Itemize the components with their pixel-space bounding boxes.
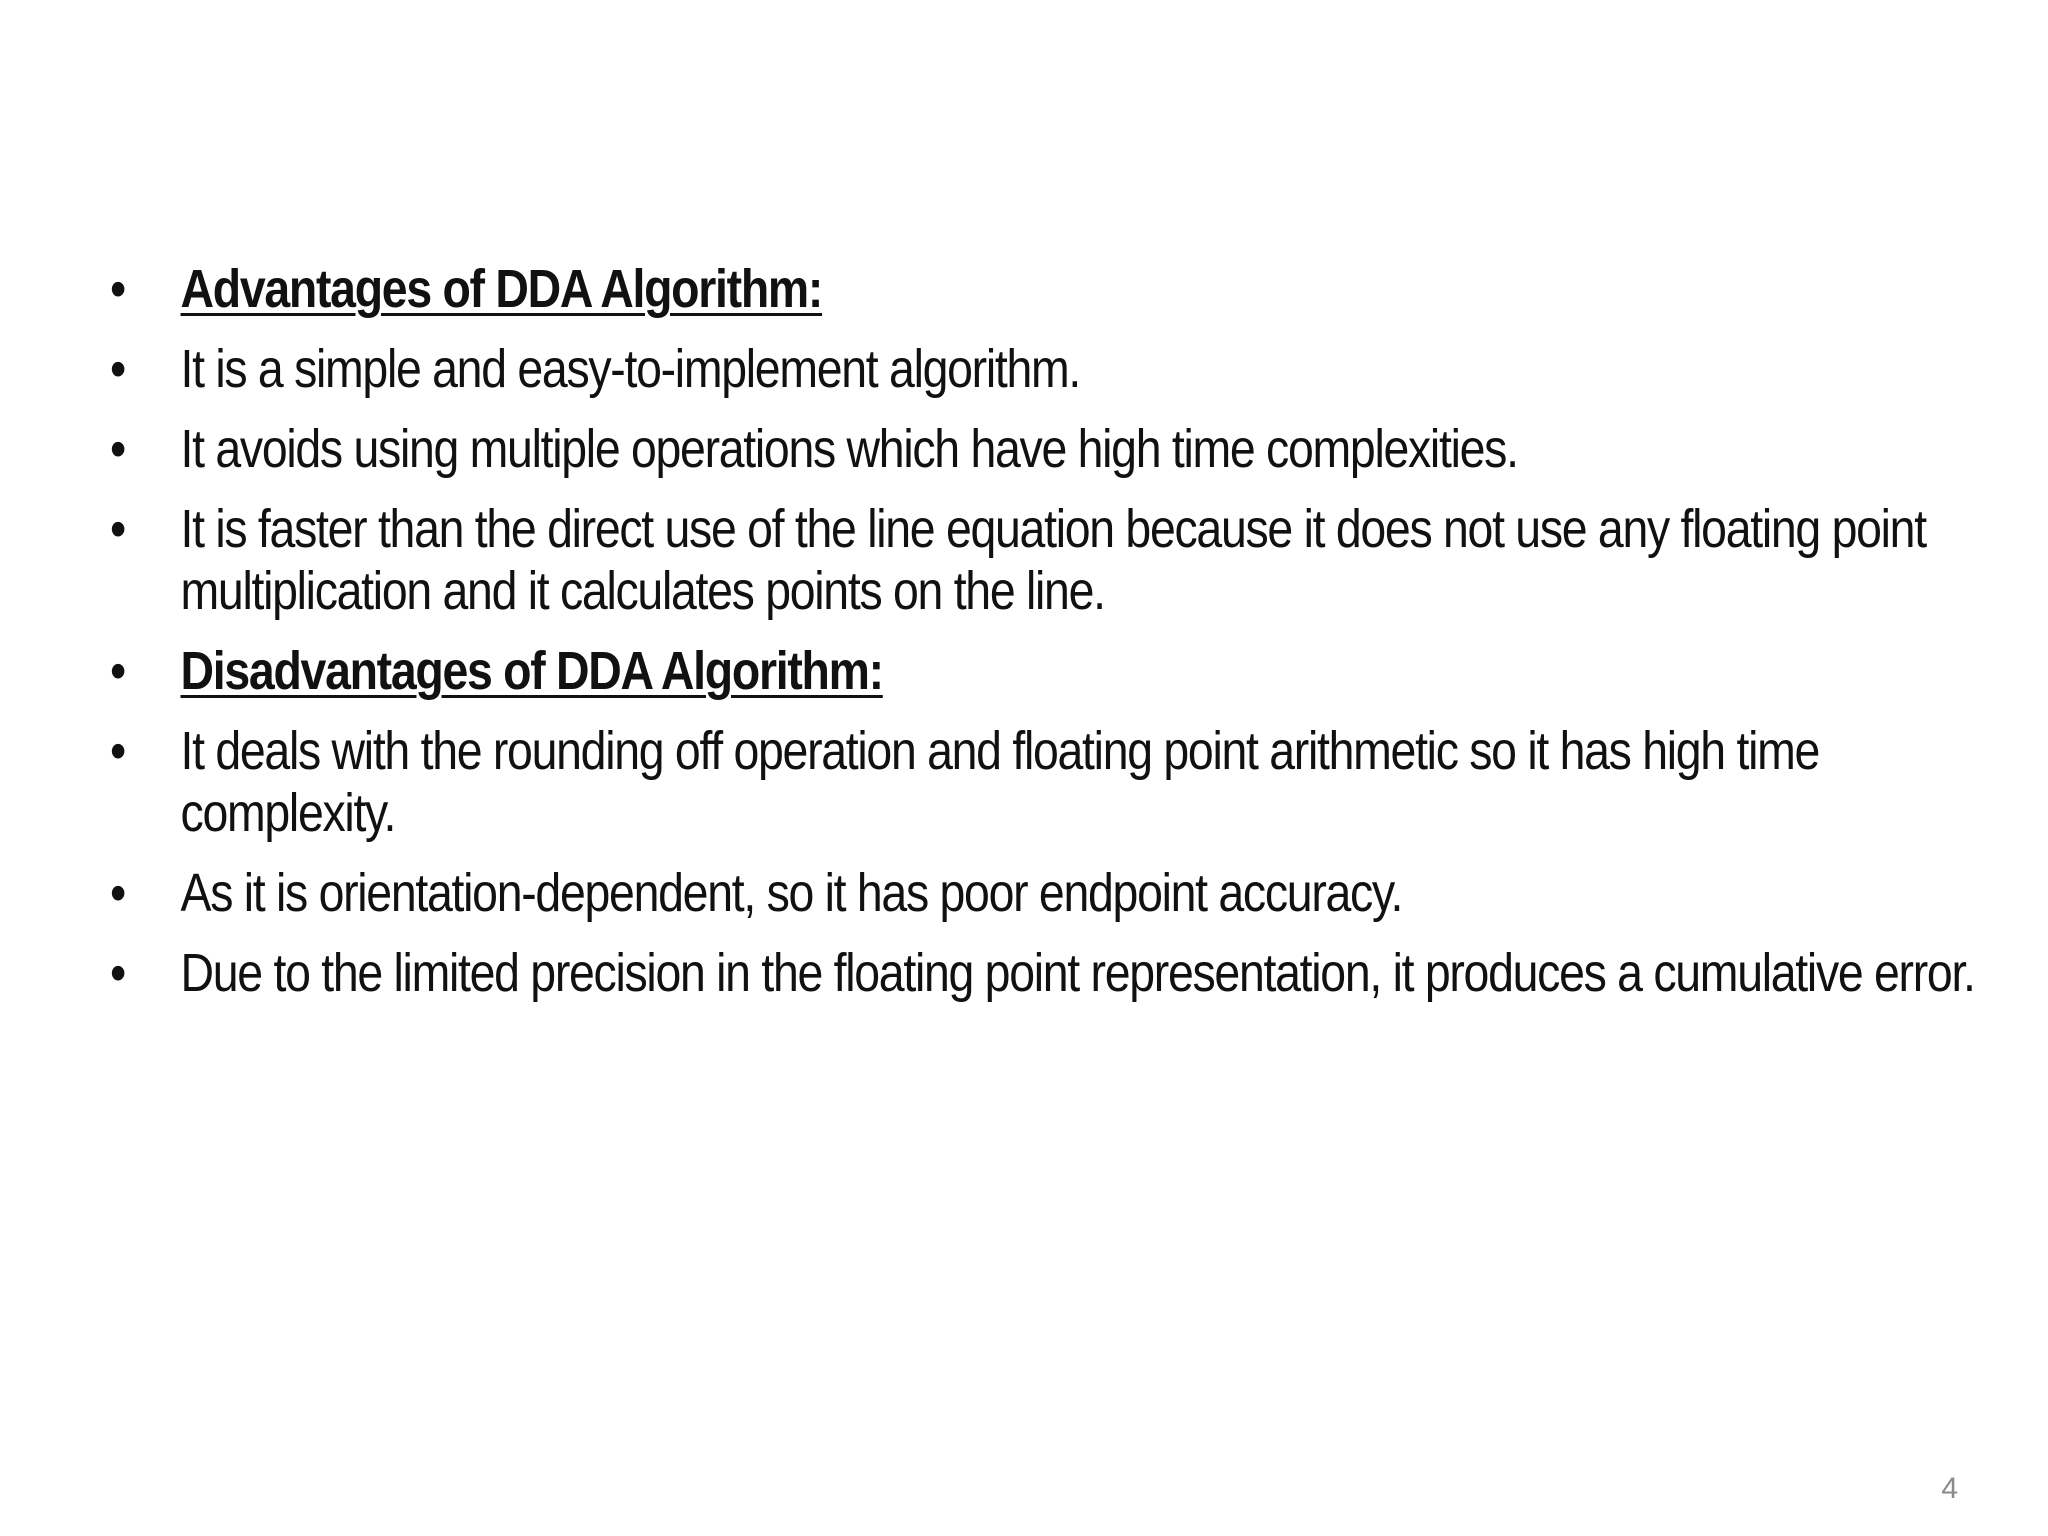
bullet-icon: • [110, 499, 125, 559]
bullet-item [110, 862, 1987, 924]
bullet-text: As it is orientation-dependent, so it has poor endpoint accuracy. [180, 863, 1403, 923]
bullet-icon: • [110, 419, 125, 479]
advantages-heading [110, 258, 1987, 320]
bullet-text: It is faster than the direct use of the line equation because it does not use any floating point multiplication and it calculates points on the line. [180, 499, 1926, 621]
bullet-item [110, 338, 1987, 400]
bullet-text: Disadvantages of DDA Algorithm: [180, 641, 883, 701]
bullet-icon: • [110, 863, 125, 923]
bullet-text: It deals with the rounding off operation and floating point arithmetic so it has high time complexity. [180, 721, 1820, 843]
page-number: 4 [1941, 1472, 1958, 1505]
bullet-icon: • [110, 721, 125, 781]
bullet-text: Advantages of DDA Algorithm: [180, 259, 823, 319]
bullet-item [110, 720, 1987, 844]
bullet-text: Due to the limited precision in the floating point representation, it produces a cumulative error. [180, 943, 1975, 1003]
bullet-icon: • [110, 943, 125, 1003]
bullet-list [110, 258, 1990, 1022]
bullet-item [110, 418, 1987, 480]
bullet-text: It is a simple and easy-to-implement algorithm. [180, 339, 1081, 399]
bullet-icon: • [110, 259, 125, 319]
bullet-icon: • [110, 339, 125, 399]
bullet-text: It avoids using multiple operations which have high time complexities. [180, 419, 1518, 479]
bullet-item [110, 498, 1987, 622]
bullet-icon: • [110, 641, 125, 701]
disadvantages-heading [110, 640, 1987, 702]
bullet-item [110, 942, 1987, 1004]
